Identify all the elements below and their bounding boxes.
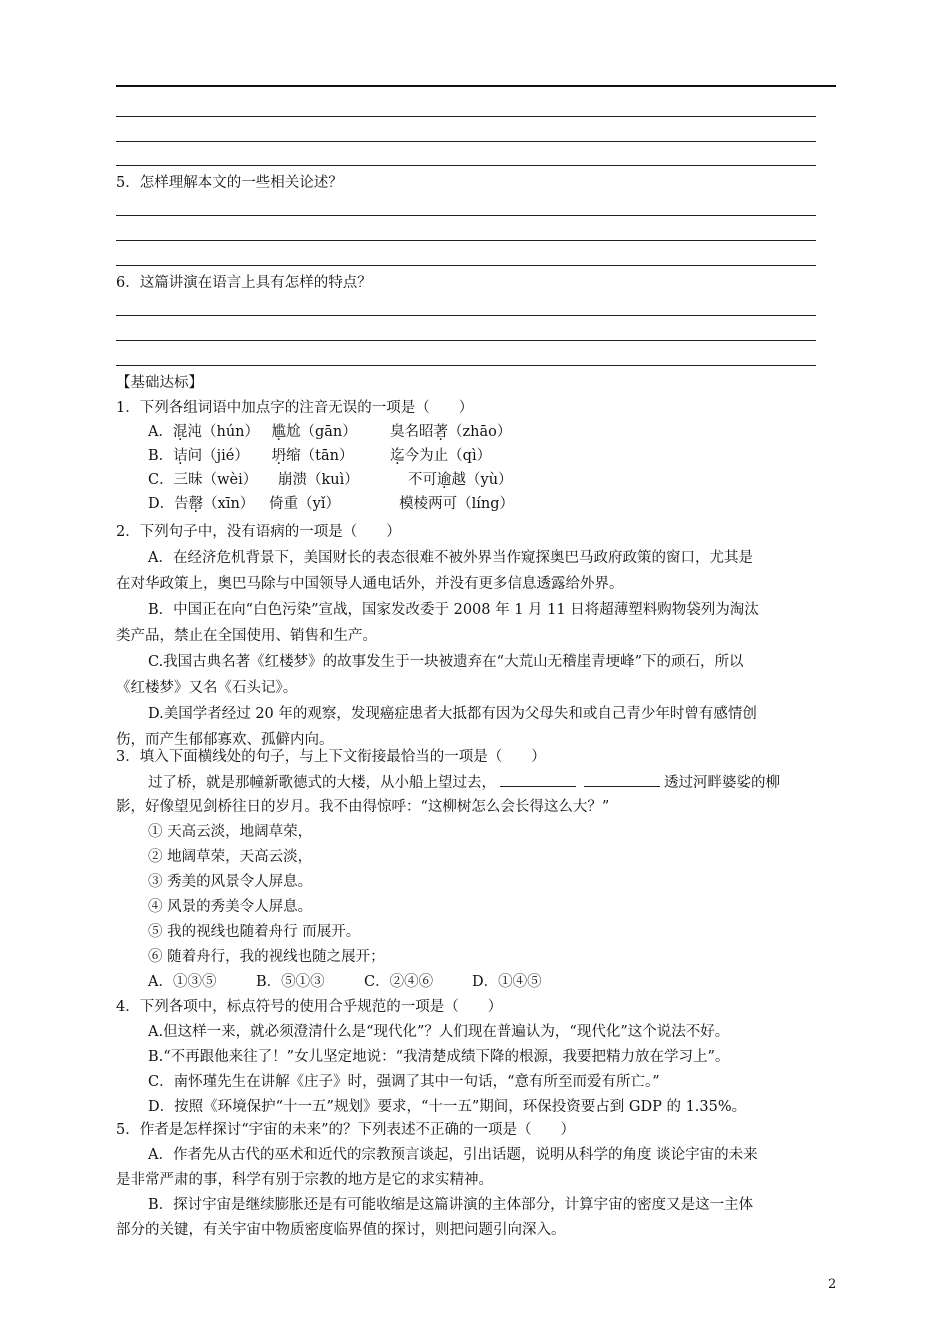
question-3-item: ④ 风景的秀美令人屏息。 xyxy=(148,899,313,915)
page-number: 2 xyxy=(828,1277,837,1292)
fill-blank[interactable] xyxy=(584,772,660,787)
question-1-option-d: D．告罄（xīn） 倚重（yǐ） 模棱两可（líng） xyxy=(148,496,515,512)
answer-line xyxy=(116,165,816,166)
question-1-stem: 1．下列各组词语中加点字的注音无误的一项是（ ） xyxy=(116,400,474,416)
question-2-option-d: D.美国学者经过 20 年的观察，发现癌症患者大抵都有因为父母失和或自己青少年时曾有感情创 xyxy=(148,706,757,722)
question-2-option-a-cont: 在对华政策上，奥巴马除与中国领导人通电话外，并没有更多信息透露给外界。 xyxy=(116,576,624,592)
question-5-stem: 5．作者是怎样探讨“宇宙的未来”的？下列表述不正确的一项是（ ） xyxy=(116,1122,576,1138)
question-3-item: ⑤ 我的视线也随着舟行 而展开。 xyxy=(148,924,361,940)
question-3-passage: 过了桥，就是那幢新歌德式的大楼，从小船上望过去， 透过河畔婆娑的柳 xyxy=(148,772,780,793)
question-2-option-d-cont: 伤，而产生郁郁寡欢、孤僻内向。 xyxy=(116,732,334,748)
question-5-option-b: B．探讨宇宙是继续膨胀还是有可能收缩是这篇讲演的主体部分，计算宇宙的密度又是这一主体 xyxy=(148,1197,754,1213)
answer-line xyxy=(116,340,816,341)
question-2-option-b: B．中国正在向“白色污染”宣战，国家发改委于 2008 年 1 月 11 日将超薄塑料购物袋列为淘汰 xyxy=(148,602,759,618)
question-3-stem: 3．填入下面横线处的句子，与上下文衔接最恰当的一项是（ ） xyxy=(116,749,546,765)
question-open-5: 5．怎样理解本文的一些相关论述？ xyxy=(116,175,343,191)
answer-line xyxy=(116,116,816,117)
question-1-option-c: C．三昧（wèi） 崩溃（kuì） 不可逾越（yù） xyxy=(148,472,513,488)
question-2-stem: 2．下列句子中，没有语病的一项是（ ） xyxy=(116,524,401,540)
section-title: 【基础达标】 xyxy=(116,375,203,391)
question-5-option-a: A．作者先从古代的巫术和近代的宗教预言谈起，引出话题，说明从科学的角度 谈论宇宙的未来 xyxy=(148,1147,758,1163)
answer-line xyxy=(116,141,816,142)
question-5-option-a-cont: 是非常严肃的事，科学有别于宗教的地方是它的求实精神。 xyxy=(116,1172,493,1188)
question-2-option-b-cont: 类产品，禁止在全国使用、销售和生产。 xyxy=(116,628,377,644)
question-1-option-a: A．混沌（hún） 尴尬（gān） 臭名昭著（zhāo） xyxy=(148,424,512,440)
question-3-item: ② 地阔草荣，天高云淡， xyxy=(148,849,313,865)
question-4-option-d: D．按照《环境保护“十一五”规划》要求，“十一五”期间，环保投资要占到 GDP 的 1.35%。 xyxy=(148,1099,747,1115)
question-4-stem: 4．下列各项中，标点符号的使用合乎规范的一项是（ ） xyxy=(116,999,503,1015)
question-3-answers: A．①③⑤ B．⑤①③ C．②④⑥ D．①④⑤ xyxy=(148,974,542,990)
question-4-option-b: B.“不再跟他来往了！”女儿坚定地说：“我清楚成绩下降的根源，我要把精力放在学习上”。 xyxy=(148,1049,730,1065)
question-3-item: ① 天高云淡，地阔草荣， xyxy=(148,824,313,840)
answer-line xyxy=(116,315,816,316)
question-5-option-b-cont: 部分的关键，有关宇宙中物质密度临界值的探讨，则把问题引向深入。 xyxy=(116,1222,566,1238)
question-open-6: 6．这篇讲演在语言上具有怎样的特点？ xyxy=(116,275,372,291)
question-2-option-c-cont: 《红楼梦》又名《石头记》。 xyxy=(116,680,298,696)
question-2-option-c: C.我国古典名著《红楼梦》的故事发生于一块被遗弃在“大荒山无稽崖青埂峰”下的顽石，所以 xyxy=(148,654,744,670)
answer-line xyxy=(116,240,816,241)
question-2-option-a: A．在经济危机背景下，美国财长的表态很难不被外界当作窥探奥巴马政府政策的窗口，尤其是 xyxy=(148,550,753,566)
question-1-option-b: B．诘问（jié） 坍缩（tān） 迄今为止（qì） xyxy=(148,448,492,464)
question-3-passage-cont: 影，好像望见剑桥往日的岁月。我不由得惊呼：“这柳树怎么会长得这么大？” xyxy=(116,799,610,815)
answer-line xyxy=(116,85,836,87)
question-4-option-a: A.但这样一来，就必须澄清什么是“现代化”？人们现在普遍认为，“现代化”这个说法不好。 xyxy=(148,1024,730,1040)
question-3-item: ⑥ 随着舟行，我的视线也随之展开； xyxy=(148,949,385,965)
answer-line xyxy=(116,265,816,266)
question-4-option-c: C．南怀瑾先生在讲解《庄子》时，强调了其中一句话，“意有所至而爱有所亡。” xyxy=(148,1074,660,1090)
question-3-item: ③ 秀美的风景令人屏息。 xyxy=(148,874,313,890)
fill-blank[interactable] xyxy=(500,772,576,787)
answer-line xyxy=(116,365,816,366)
answer-line xyxy=(116,215,816,216)
